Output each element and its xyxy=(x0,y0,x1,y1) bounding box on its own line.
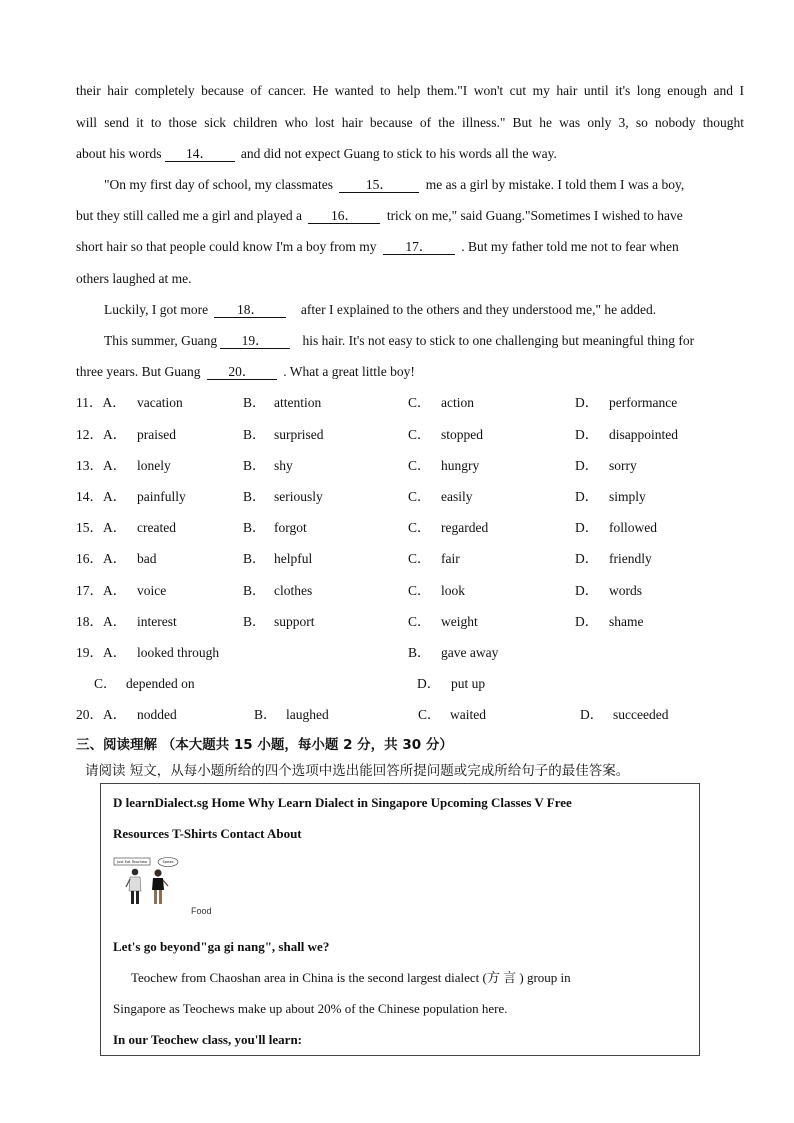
question-number: 15．A． xyxy=(76,520,127,535)
question-number: 16．A． xyxy=(76,551,127,566)
option-d: followed xyxy=(609,520,657,535)
option-b: support xyxy=(274,614,315,629)
option-letter: D． xyxy=(575,520,599,535)
passage-line xyxy=(76,238,744,256)
food-caption: Food xyxy=(191,906,212,916)
option-b: attention xyxy=(274,395,322,410)
option-d: friendly xyxy=(609,551,652,566)
option-d: sorry xyxy=(609,458,637,473)
sign-right-text: Speak xyxy=(162,860,174,865)
option-letter: B． xyxy=(408,645,431,660)
option-letter: C． xyxy=(408,520,431,535)
option-letter: B． xyxy=(243,520,266,535)
webpage-excerpt-box xyxy=(100,783,700,1056)
option-b: forgot xyxy=(274,520,307,535)
blank-18: 18． xyxy=(214,302,286,318)
option-letter: D． xyxy=(575,427,599,442)
option-a: nodded xyxy=(137,707,177,722)
option-d: simply xyxy=(609,489,646,504)
option-letter: C． xyxy=(94,676,117,691)
site-nav-line: D learnDialect.sg Home Why Learn Dialect in Singapore Upcoming Classes V Free xyxy=(113,795,572,810)
text-segment: trick on me," said Guang."Sometimes I wished to have xyxy=(386,208,683,223)
option-a: interest xyxy=(137,614,177,629)
option-letter: D． xyxy=(417,676,441,691)
passage-line xyxy=(76,145,744,163)
text-segment: "On my first day of school, my classmates xyxy=(104,177,333,192)
question-number: 12．A． xyxy=(76,427,127,442)
text-segment: after I explained to the others and they understood me," he added. xyxy=(300,302,657,317)
text-segment: me as a girl by mistake. I told them I was a boy, xyxy=(425,177,685,192)
text-segment: . But my father told me not to fear when xyxy=(461,239,679,254)
blank-15: 15． xyxy=(339,177,419,193)
option-c: depended on xyxy=(126,676,195,691)
option-b: helpful xyxy=(274,551,313,566)
site-nav-line: Resources T-Shirts Contact About xyxy=(113,826,302,841)
option-letter: B． xyxy=(243,458,266,473)
option-d: succeeded xyxy=(613,707,669,722)
option-c: weight xyxy=(441,614,478,629)
blank-20: 20． xyxy=(207,364,277,380)
passage-line xyxy=(104,332,744,350)
text-segment: about his words xyxy=(76,146,162,161)
option-b: seriously xyxy=(274,489,323,504)
option-letter: D． xyxy=(575,551,599,566)
option-letter: C． xyxy=(408,583,431,598)
option-letter: B． xyxy=(243,395,266,410)
option-letter: D． xyxy=(580,707,604,722)
option-a: lonely xyxy=(137,458,171,473)
option-c: action xyxy=(441,395,474,410)
option-a: vacation xyxy=(137,395,183,410)
option-a: created xyxy=(137,520,176,535)
option-d: shame xyxy=(609,614,644,629)
option-a: bad xyxy=(137,551,157,566)
question-number: 17．A． xyxy=(76,583,127,598)
option-letter: D． xyxy=(575,395,599,410)
people-speaking-illustration xyxy=(113,856,185,908)
option-letter: B． xyxy=(243,551,266,566)
passage-line xyxy=(104,301,744,319)
option-letter: B． xyxy=(243,489,266,504)
text-segment: . What a great little boy! xyxy=(283,364,415,379)
option-d: words xyxy=(609,583,642,598)
option-letter: C． xyxy=(408,614,431,629)
blank-16: 16． xyxy=(308,208,380,224)
option-c: regarded xyxy=(441,520,489,535)
passage-line: their hair completely because of cancer. He wanted to help them."I won't cut my hair until it's long enough and I xyxy=(76,83,744,98)
text-segment: and did not expect Guang to stick to his words all the way. xyxy=(240,146,557,161)
option-b: surprised xyxy=(274,427,324,442)
question-number: 14．A． xyxy=(76,489,127,504)
option-a: praised xyxy=(137,427,176,442)
option-b: laughed xyxy=(286,707,329,722)
option-b: clothes xyxy=(274,583,313,598)
blank-14: 14． xyxy=(165,146,235,162)
passage-line: others laughed at me. xyxy=(76,271,192,286)
option-a: painfully xyxy=(137,489,186,504)
passage-line xyxy=(76,363,744,381)
section-heading: 三、阅读理解 （本大题共 15 小题，每小题 2 分，共 30 分） xyxy=(76,737,453,753)
text-segment: but they still called me a girl and played a xyxy=(76,208,303,223)
option-c: fair xyxy=(441,551,460,566)
option-a: voice xyxy=(137,583,167,598)
option-c: waited xyxy=(450,707,486,722)
option-letter: B． xyxy=(254,707,277,722)
option-b: shy xyxy=(274,458,293,473)
option-letter: B． xyxy=(243,614,266,629)
section-instruction: 请阅读 短文，从每小题所给的四个选项中选出能回答所提问题或完成所给句子的最佳答案。 xyxy=(85,763,630,779)
question-number: 18．A． xyxy=(76,614,127,629)
text-segment: his hair. It's not easy to stick to one challenging but meaningful thing for xyxy=(302,333,695,348)
option-letter: B． xyxy=(243,427,266,442)
option-letter: C． xyxy=(408,551,431,566)
text-segment: three years. But Guang xyxy=(76,364,201,379)
option-d: disappointed xyxy=(609,427,678,442)
box-learn-heading: In our Teochew class, you'll learn: xyxy=(113,1032,303,1047)
option-d: put up xyxy=(451,676,486,691)
box-paragraph: Teochew from Chaoshan area in China is the second largest dialect (方 言 ) group in xyxy=(131,970,571,985)
option-c: easily xyxy=(441,489,473,504)
text-segment: This summer, Guang xyxy=(104,333,218,348)
option-letter: D． xyxy=(575,583,599,598)
sign-left-text: Just Eat Teochew xyxy=(116,860,148,865)
blank-17: 17． xyxy=(383,239,455,255)
option-letter: C． xyxy=(408,458,431,473)
option-c: look xyxy=(441,583,466,598)
option-letter: C． xyxy=(408,489,431,504)
passage-line xyxy=(104,176,744,194)
option-letter: D． xyxy=(575,458,599,473)
option-c: stopped xyxy=(441,427,483,442)
text-segment: short hair so that people could know I'm a boy from my xyxy=(76,239,377,254)
option-letter: C． xyxy=(418,707,441,722)
question-number: 20．A． xyxy=(76,707,127,722)
option-a: looked through xyxy=(137,645,220,660)
box-paragraph: Singapore as Teochews make up about 20% of the Chinese population here. xyxy=(113,1001,508,1016)
passage-line xyxy=(76,207,744,225)
option-letter: C． xyxy=(408,395,431,410)
option-b: gave away xyxy=(441,645,499,660)
text-segment: Luckily, I got more xyxy=(104,302,209,317)
option-c: hungry xyxy=(441,458,480,473)
option-letter: B． xyxy=(243,583,266,598)
option-letter: D． xyxy=(575,489,599,504)
option-letter: C． xyxy=(408,427,431,442)
question-number: 19．A． xyxy=(76,645,127,660)
passage-line: will send it to those sick children who lost hair because of the illness." But he was only 3, so nobody thought xyxy=(76,115,744,130)
option-letter: D． xyxy=(575,614,599,629)
question-number: 11．A． xyxy=(76,395,126,410)
box-heading: Let's go beyond"ga gi nang", shall we? xyxy=(113,939,330,954)
blank-19: 19． xyxy=(220,333,290,349)
option-d: performance xyxy=(609,395,678,410)
question-number: 13．A． xyxy=(76,458,127,473)
